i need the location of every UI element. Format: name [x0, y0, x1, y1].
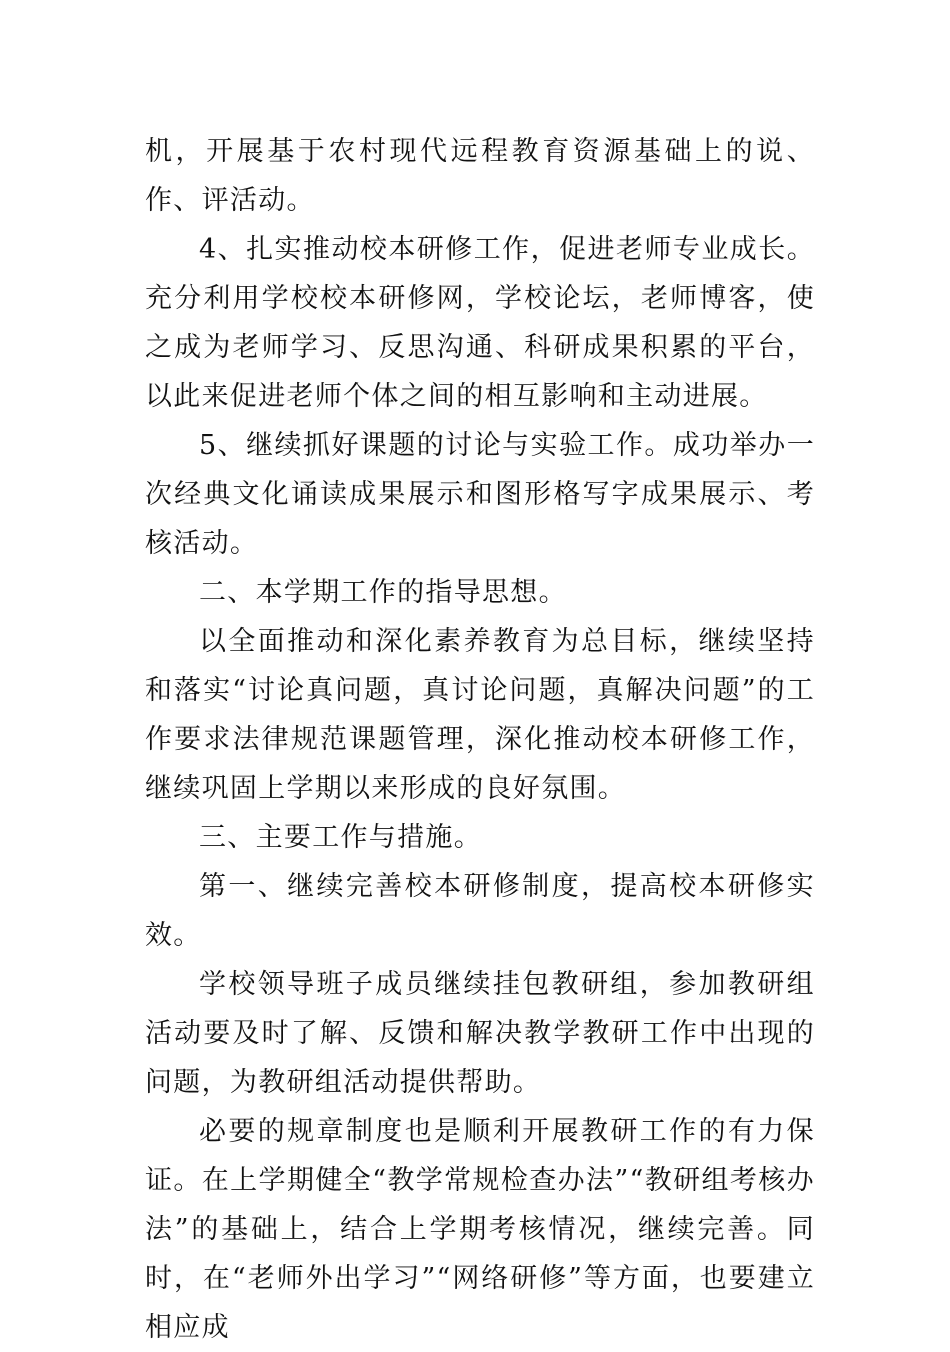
paragraph-leadership: 学校领导班子成员继续挂包教研组，参加教研组活动要及时了解、反馈和解决教学教研工作中出现的问题，为教研组活动提供帮助。 — [145, 969, 815, 1098]
section-heading-3: 三、主要工作与措施。 — [199, 822, 482, 853]
subheading-first: 第一、继续完善校本研修制度，提高校本研修实效。 — [145, 871, 815, 951]
section-heading-2: 二、本学期工作的指导思想。 — [199, 577, 567, 608]
paragraph-item-4: 4、扎实推动校本研修工作，促进老师专业成长。充分利用学校校本研修网，学校论坛，老师博客，使之成为老师学习、反思沟通、科研成果积累的平台，以此来促进老师个体之间的相互影响和主动进展。 — [145, 234, 815, 412]
paragraph-continuation: 机，开展基于农村现代远程教育资源基础上的说、作、评活动。 — [145, 136, 815, 216]
paragraph-regulations: 必要的规章制度也是顺利开展教研工作的有力保证。在上学期健全“教学常规检查办法”“教研组考核办法”的基础上，结合上学期考核情况，继续完善。同时，在“老师外出学习”“网络研修”等方面，也要建立相应成 — [145, 1116, 815, 1343]
paragraph-item-5: 5、继续抓好课题的讨论与实验工作。成功举办一次经典文化诵读成果展示和图形格写字成果展示、考核活动。 — [145, 430, 815, 559]
paragraph-guiding-ideology: 以全面推动和深化素养教育为总目标，继续坚持和落实“讨论真问题，真讨论问题，真解决问题”的工作要求法律规范课题管理，深化推动校本研修工作，继续巩固上学期以来形成的良好氛围。 — [145, 626, 815, 804]
body-text — [145, 127, 815, 1352]
